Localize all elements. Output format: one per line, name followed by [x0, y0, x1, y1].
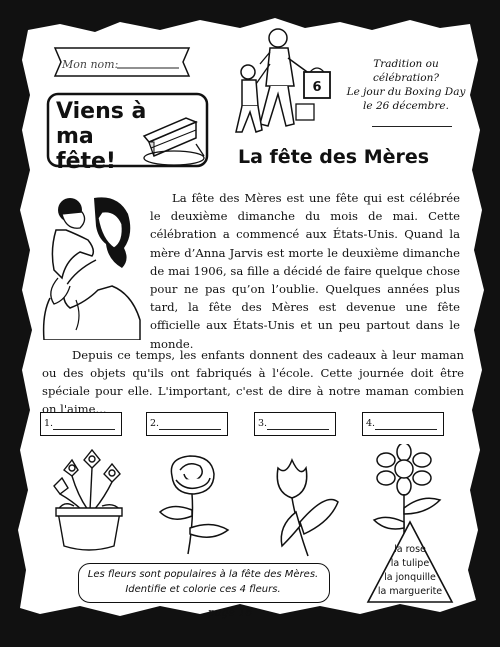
instructions-line-1: Les fleurs sont populaires à la fête des Mères. — [87, 569, 319, 580]
tradition-answer-line[interactable] — [372, 126, 452, 127]
tradition-line-4: le 26 décembre. — [363, 100, 449, 112]
invitation-line-1: Viens à — [56, 99, 147, 124]
bag-number: 6 — [312, 80, 322, 95]
answer-number-2: 2. — [150, 418, 160, 429]
intro-paragraph — [150, 189, 460, 353]
word-list — [370, 543, 450, 599]
answer-number-3: 3. — [258, 418, 268, 429]
instructions-line-2: Identifie et colorie ces 4 fleurs. — [125, 584, 281, 595]
answer-number-4: 4. — [366, 418, 376, 429]
tulip-drawing — [256, 452, 346, 562]
instructions-text — [82, 567, 324, 597]
second-paragraph — [42, 346, 464, 418]
tradition-text — [336, 57, 476, 113]
answer-line-4[interactable] — [375, 429, 437, 430]
mother-child-illustration — [36, 190, 144, 340]
rose-drawing — [148, 450, 238, 560]
invitation-text — [56, 99, 151, 174]
page-title: La fête des Mères — [238, 146, 430, 168]
answer-box-2[interactable] — [146, 412, 228, 436]
word-jonquille: la jonquille — [384, 572, 436, 583]
intro-paragraph-text: La fête des Mères est une fête qui est célébrée le deuxième dimanche du mois de mai. Cette célébration a commencé aux États-Unis. Quand la mère d’Anna Jarvis est morte le deuxième dimanche de mai 1906, sa fille a décidé de faire quelque chose pour ne pas qu’on l’oublie. Quelques années plus tard, la fête des Mères est devenue une fête officielle aux États-Unis et un peu partout dans le monde. — [150, 191, 460, 351]
daffodil-pot-drawing — [44, 446, 134, 556]
tradition-line-3: Le jour du Boxing Day — [346, 86, 466, 98]
answer-line-2[interactable] — [159, 429, 221, 430]
answer-number-1: 1. — [44, 418, 54, 429]
name-label: Mon nom: — [62, 58, 119, 71]
tradition-line-1: Tradition ou — [373, 58, 439, 70]
page-number: page 16 — [207, 606, 253, 619]
answer-box-3[interactable] — [254, 412, 336, 436]
answer-box-4[interactable] — [362, 412, 444, 436]
tradition-line-2: célébration? — [373, 72, 439, 84]
word-tulipe: la tulipe — [390, 558, 430, 569]
word-rose: la rose — [394, 544, 426, 555]
shopping-people-illustration — [230, 24, 335, 142]
second-paragraph-text: Depuis ce temps, les enfants donnent des cadeaux à leur maman ou des objets qu'ils ont fabriqués à l'école. Cette journée doit être spéciale pour elle. L'important, c'est de dire à notre maman combien on l'aime... — [42, 348, 464, 416]
answer-line-3[interactable] — [267, 429, 329, 430]
answer-box-1[interactable] — [40, 412, 122, 436]
answer-line-1[interactable] — [53, 429, 115, 430]
word-marguerite: la marguerite — [377, 586, 443, 597]
invitation-line-2: ma fête! — [56, 124, 116, 174]
